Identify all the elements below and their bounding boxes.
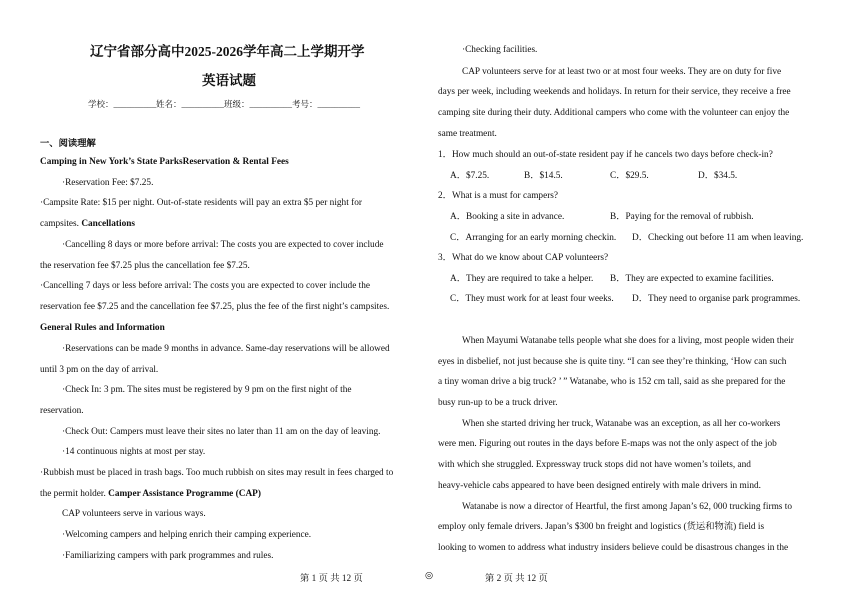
text-line: same treatment.	[438, 129, 497, 139]
option-3b: B．They are expected to examine facilities.	[610, 274, 774, 284]
text-line: until 3 pm on the day of arrival.	[40, 365, 159, 375]
text-line: ·Cancelling 8 days or more before arrival: The costs you are expected to cover include	[62, 240, 384, 250]
text-line: ·Reservation Fee: $7.25.	[62, 178, 154, 188]
text-line: ·Welcoming campers and helping enrich their camping experience.	[62, 530, 312, 540]
footer-mark-icon: ◎	[425, 571, 434, 581]
student-info-line: 学校：__________姓名：__________班级：__________考号：__________	[88, 99, 361, 109]
text-line: reservation.	[40, 406, 84, 416]
text-line: ·Familiarizing campers with park programmes and rules.	[62, 551, 274, 561]
text-line: Watanabe is now a director of Heartful, the first among Japan’s 62, 000 trucking firms to	[462, 502, 792, 512]
text-line: reservation fee $7.25 and the cancellation fee $7.25, plus the fee of the first night’s campsites.	[40, 302, 390, 312]
text-line: ·14 continuous nights at most per stay.	[62, 447, 206, 457]
text-line: ·Rubbish must be placed in trash bags. Too much rubbish on sites may result in fees charged to	[40, 468, 394, 478]
question-3: 3．What do we know about CAP volunteers?	[438, 253, 609, 263]
text-line: eyes in disbelief, not just because she is quite tiny. “I can see they’re thinking, ‘How can such	[438, 357, 787, 367]
option-1d: D．$34.5.	[698, 171, 738, 181]
text-line: CAP volunteers serve in various ways.	[62, 509, 206, 519]
passage-heading-rules: General Rules and Information	[40, 323, 165, 333]
text-line: looking to women to address what industry insiders believe could be disastrous changes in the	[438, 543, 789, 553]
option-3c: C．They must work for at least four weeks.	[450, 294, 614, 304]
text-line: busy run-up to be a truck driver.	[438, 398, 558, 408]
text-line: CAP volunteers serve for at least two or at most four weeks. They are on duty for five	[462, 67, 782, 77]
cancellations-heading: Cancellations	[81, 219, 136, 229]
section-heading: 一、阅读理解	[40, 139, 96, 149]
page-number-left: 第 1 页 共 12 页	[300, 574, 363, 584]
text-line: the permit holder. Camper Assistance Programme (CAP)	[40, 489, 261, 499]
text-line: were men. Figuring out routes in the days before E-maps was not the only aspect of the job	[438, 439, 777, 449]
question-2: 2．What is a must for campers?	[438, 191, 559, 201]
page-number-right: 第 2 页 共 12 页	[485, 574, 548, 584]
text-line: ·Check In: 3 pm. The sites must be registered by 9 pm on the first night of the	[62, 385, 352, 395]
option-2c: C．Arranging for an early morning checkin.	[450, 233, 617, 243]
text-line: When Mayumi Watanabe tells people what she does for a living, most people widen their	[462, 336, 794, 346]
text-line: a tiny woman drive a big truck? ’ ” Watanabe, who is 152 cm tall, said as she prepared for the	[438, 377, 786, 387]
text-line: ·Reservations can be made 9 months in advance. Same-day reservations will be allowed	[62, 344, 390, 354]
text-line: ·Campsite Rate: $15 per night. Out-of-state residents will pay an extra $5 per night for	[40, 198, 362, 208]
text-line: employ only female drivers. Japan’s $300 bn freight and logistics (货运和物流) field is	[438, 522, 765, 532]
question-1: 1．How much should an out-of-state resident pay if he cancels two days before check-in?	[438, 150, 773, 160]
option-1c: C．$29.5.	[610, 171, 649, 181]
cap-heading: Camper Assistance Programme (CAP)	[108, 489, 261, 499]
text-line: campsites. Cancellations	[40, 219, 136, 229]
passage-heading-fees: Camping in New York’s State ParksReservation & Rental Fees	[40, 157, 289, 167]
option-3d: D．They need to organise park programmes.	[632, 294, 801, 304]
text-line: ·Cancelling 7 days or less before arrival: The costs you are expected to cover include the	[40, 281, 371, 291]
option-2a: A．Booking a site in advance.	[450, 212, 565, 222]
text-line: ·Check Out: Campers must leave their sites no later than 11 am on the day of leaving.	[62, 427, 381, 437]
option-1b: B．$14.5.	[524, 171, 563, 181]
text-line: ·Checking facilities.	[462, 45, 538, 55]
text-line: When she started driving her truck, Watanabe was an exception, as all her co-workers	[462, 419, 781, 429]
exam-title-line2: 英语试题	[202, 73, 256, 88]
text-line: days per week, including weekends and holidays. In return for their service, they receive a free	[438, 87, 791, 97]
text-line: camping site during their duty. Additional campers who come with the volunteer can enjoy the	[438, 108, 790, 118]
option-2b: B．Paying for the removal of rubbish.	[610, 212, 754, 222]
text-line: heavy-vehicle cabs appeared to have been designed entirely with male drivers in mind.	[438, 481, 761, 491]
exam-title-line1: 辽宁省部分高中2025-2026学年高二上学期开学	[90, 44, 365, 59]
option-1a: A．$7.25.	[450, 171, 490, 181]
text-line: the reservation fee $7.25 plus the cancellation fee $7.25.	[40, 261, 250, 271]
option-2d: D．Checking out before 11 am when leaving.	[632, 233, 804, 243]
option-3a: A．They are required to take a helper.	[450, 274, 594, 284]
text-line: with which she struggled. Expressway truck stops did not have women’s toilets, and	[438, 460, 751, 470]
